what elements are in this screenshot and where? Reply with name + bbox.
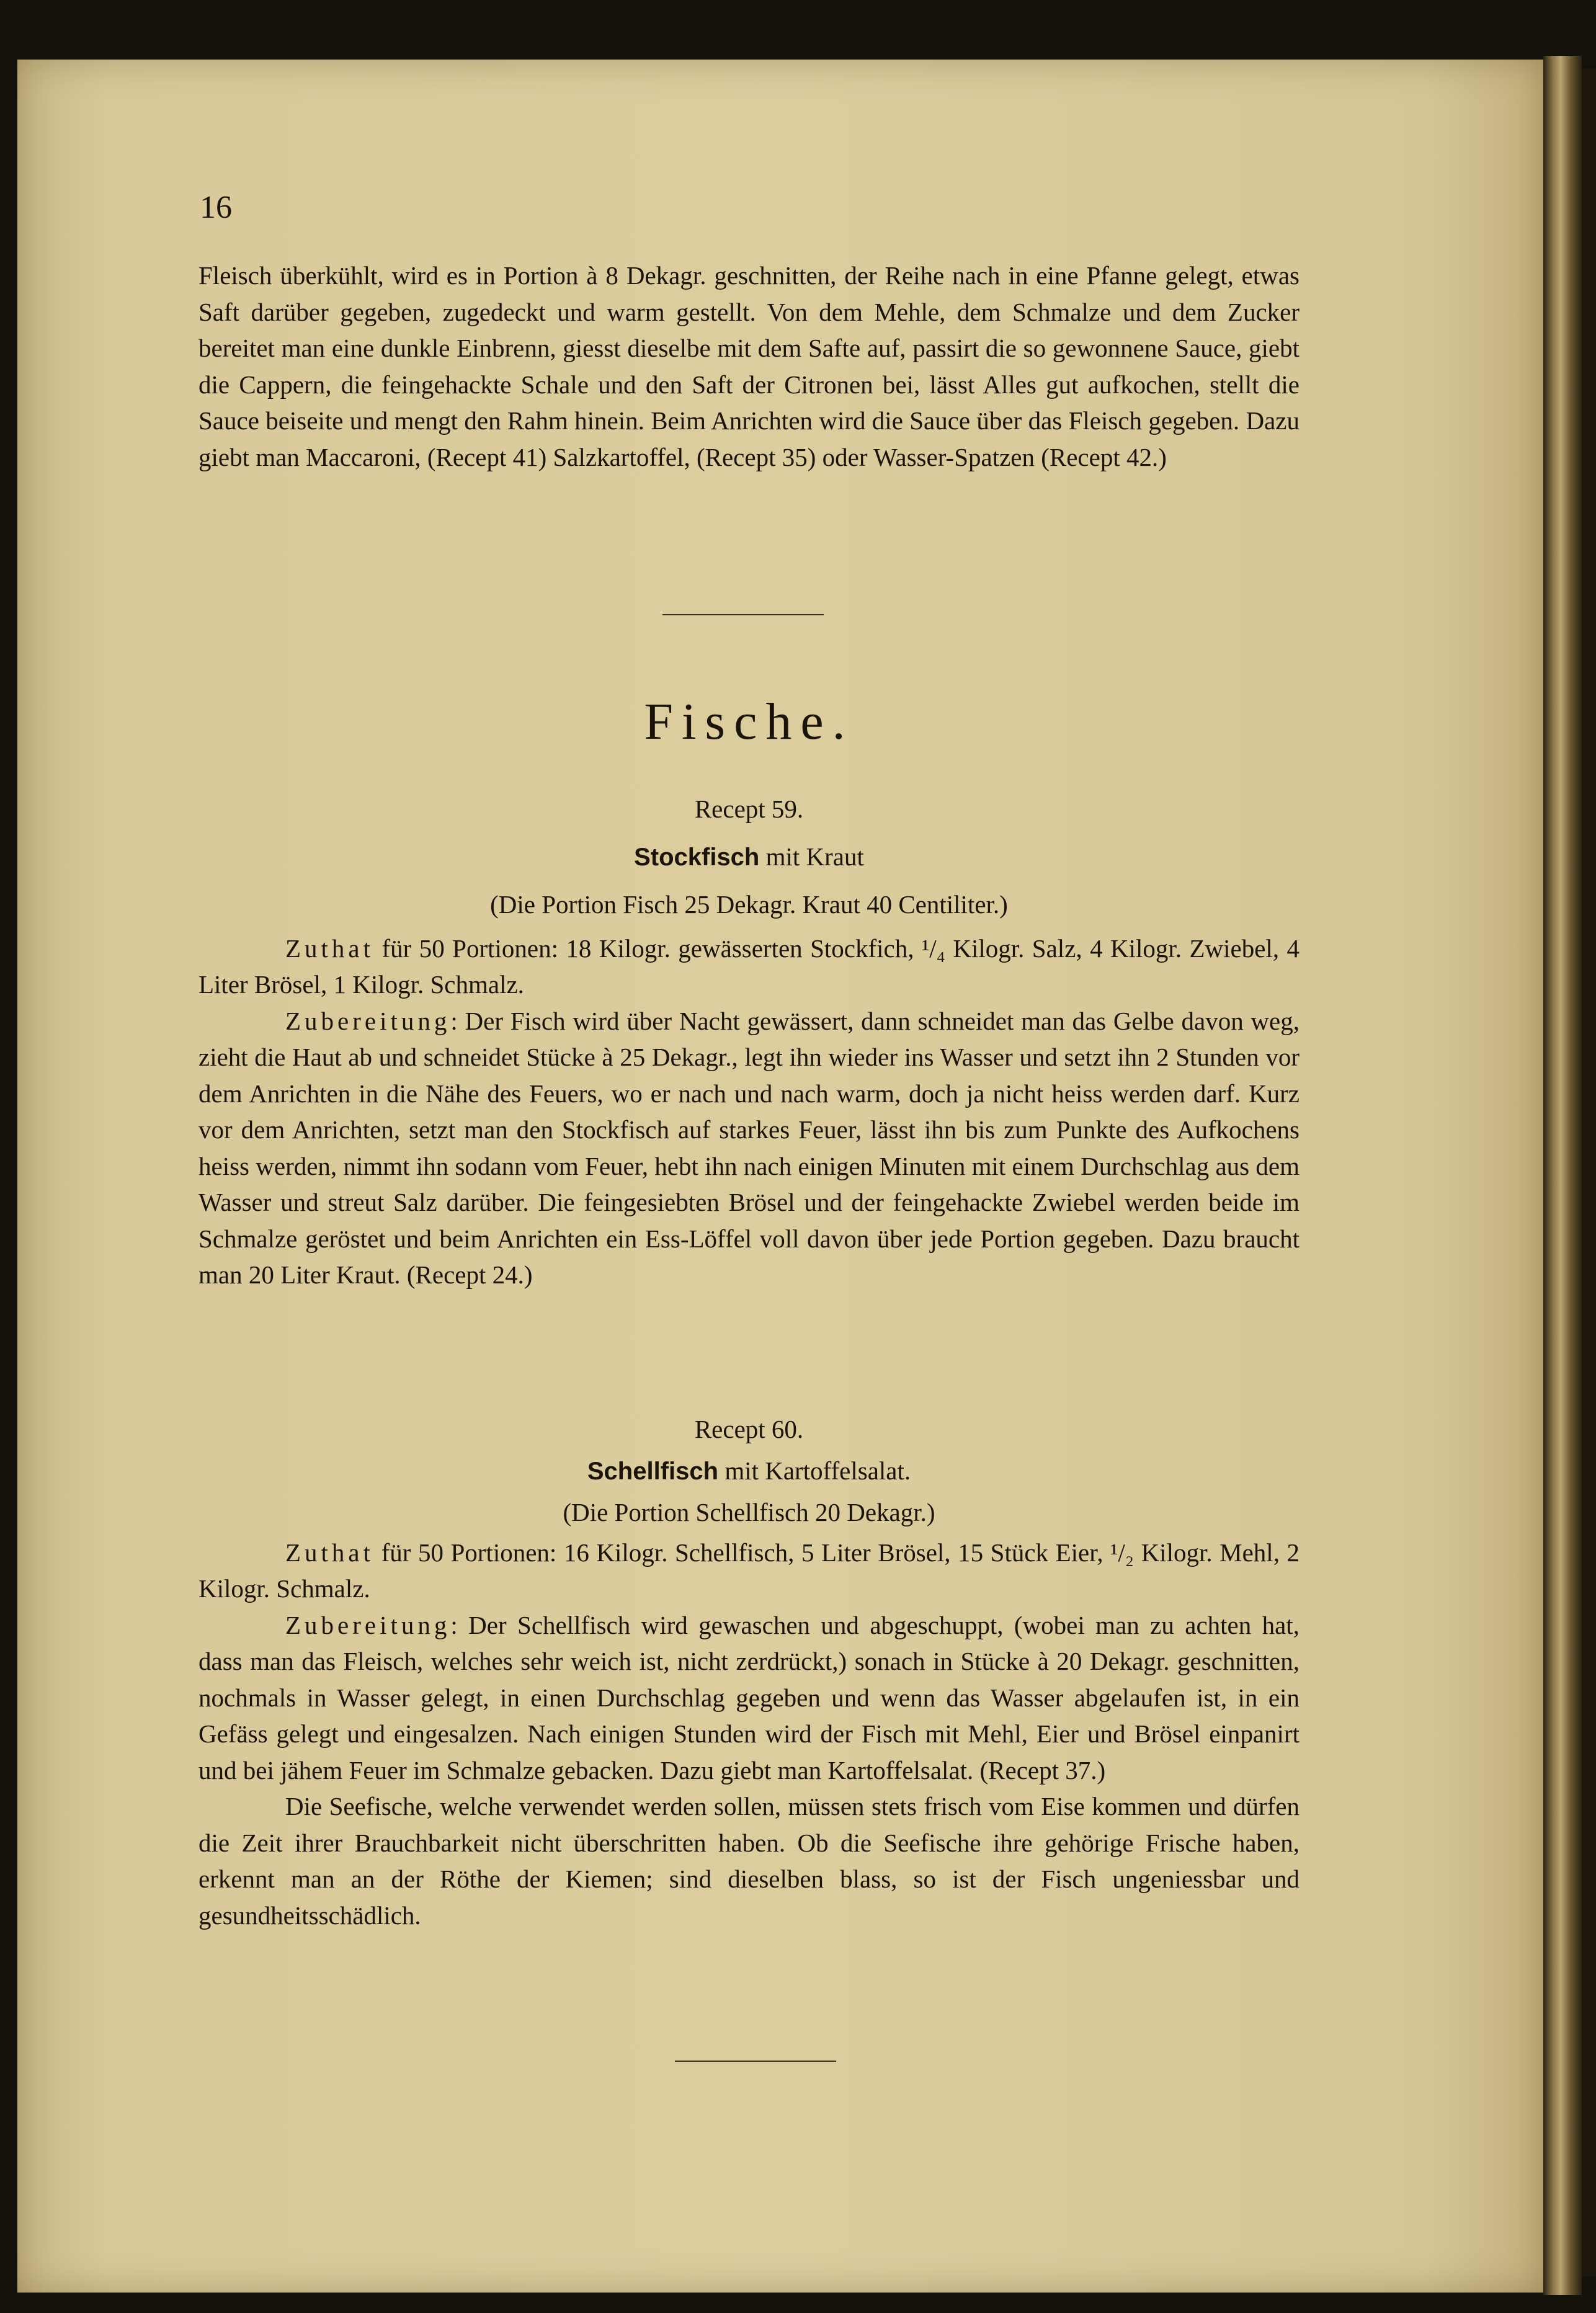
divider-top	[662, 614, 824, 615]
recipe-60	[198, 1411, 1300, 1933]
recipe-portion: (Die Portion Fisch 25 Dekagr. Kraut 40 Centiliter.)	[490, 890, 1008, 919]
recipe-title-rest: mit Kartoffelsalat.	[718, 1456, 911, 1485]
preparation-text: : Der Schellfisch wird gewaschen und abgeschuppt, (wobei man zu achten hat, dass man das Fleisch, welches sehr weich ist, nicht zerdrückt,) sonach in Stücke à 20 Dekagr. geschnitten, nochmals in Wasser gelegt, in einen Durchschlag gegeben und wenn das Wasser abgelaufen ist, in ein Gefäss gelegt und eingesalzen. Nach einigen Stunden wird der Fisch mit Mehl, Eier und Brösel einpanirt und bei jähem Feuer im Schmalze gebacken. Dazu giebt man Kartoffelsalat. (Recept 37.)	[198, 1610, 1300, 1785]
book-spine	[1543, 56, 1582, 2295]
recipe-59	[198, 791, 1300, 1293]
intro-paragraph: Fleisch überkühlt, wird es in Portion à 8 Dekagr. geschnitten, der Reihe nach in eine Pfanne gelegt, etwas Saft darüber gegeben, zugedeckt und warm gestellt. Von dem Mehle, dem Schmalze und dem Zucker bereitet man eine dunkle Einbrenn, giesst dieselbe mit dem Safte auf, passirt die so gewonnene Sauce, giebt die Cappern, die feingehackte Schale und den Saft der Citronen bei, lässt Alles gut aufkochen, stellt die Sauce beiseite und mengt den Rahm hinein. Beim Anrichten wird die Sauce über das Fleisch gegeben. Dazu giebt man Maccaroni, (Recept 41) Salzkartoffel, (Recept 35) oder Wasser-Spatzen (Recept 42.)	[198, 261, 1300, 471]
recipe-ingredients	[198, 930, 1300, 1003]
recipe-title-bold: Schellfisch	[587, 1457, 719, 1485]
ingredients-label: Zuthat	[285, 934, 375, 963]
page-edge	[1582, 68, 1596, 2276]
ingredients-label: Zuthat	[285, 1538, 375, 1567]
recipe-title	[198, 839, 1300, 876]
intro-paragraph-block	[198, 257, 1300, 475]
recipe-number: Recept 60.	[694, 1415, 804, 1443]
preparation-label: Zubereitung	[285, 1006, 451, 1035]
ingredients-text: für 50 Portionen: 18 Kilogr. gewässerten Stockfich, ¹/₄ Kilogr. Salz, 4 Kilogr. Zwiebel, 4 Liter Brösel, 1 Kilogr. Schmalz.	[198, 934, 1300, 999]
recipe-title	[198, 1453, 1300, 1490]
recipe-preparation	[198, 1003, 1300, 1293]
section-title: Fische.	[644, 693, 854, 751]
recipe-title-bold: Stockfisch	[634, 843, 760, 871]
closing-paragraph: Die Seefische, welche verwendet werden sollen, müssen stets frisch vom Eise kommen und dürfen die Zeit ihrer Brauchbarkeit nicht überschritten haben. Ob die Seefische ihre gehörige Frische haben, erkennt man an der Röthe der Kiemen; sind dieselben blass, so ist der Fisch ungeniessbar und gesundheitsschädlich.	[198, 1792, 1300, 1930]
recipe-ingredients	[198, 1535, 1300, 1607]
preparation-label: Zubereitung	[285, 1610, 451, 1639]
preparation-text: : Der Fisch wird über Nacht gewässert, dann schneidet man das Gelbe davon weg, zieht die Haut ab und schneidet Stücke à 25 Dekagr., legt ihn wieder ins Wasser und setzt ihn 2 Stunden vor dem Anrichten in die Nähe des Feuers, wo er nach und nach warm, doch ja nicht heiss werden darf. Kurz vor dem Anrichten, setzt man den Stockfisch auf starkes Feuer, lässt ihn bis zum Punkte des Aufkochens heiss werden, nimmt ihn sodann vom Feuer, hebt ihn nach einigen Minuten mit einem Durchschlag aus dem Wasser und streut Salz darüber. Die feingesiebten Brösel und der feingehackte Zwiebel werden beide im Schmalze geröstet und beim Anrichten ein Ess-Löffel voll davon über jede Portion gegeben. Dazu braucht man 20 Liter Kraut. (Recept 24.)	[198, 1006, 1300, 1289]
page-number: 16	[200, 190, 232, 225]
recipe-preparation	[198, 1607, 1300, 1789]
recipe-portion: (Die Portion Schellfisch 20 Dekagr.)	[563, 1498, 935, 1526]
ingredients-text: für 50 Portionen: 16 Kilogr. Schellfisch, 5 Liter Brösel, 15 Stück Eier, ¹/₂ Kilogr. Mehl, 2 Kilogr. Schmalz.	[198, 1538, 1300, 1603]
divider-bottom	[675, 2061, 836, 2062]
recipe-title-rest: mit Kraut	[759, 842, 864, 871]
recipe-number: Recept 59.	[694, 795, 804, 823]
